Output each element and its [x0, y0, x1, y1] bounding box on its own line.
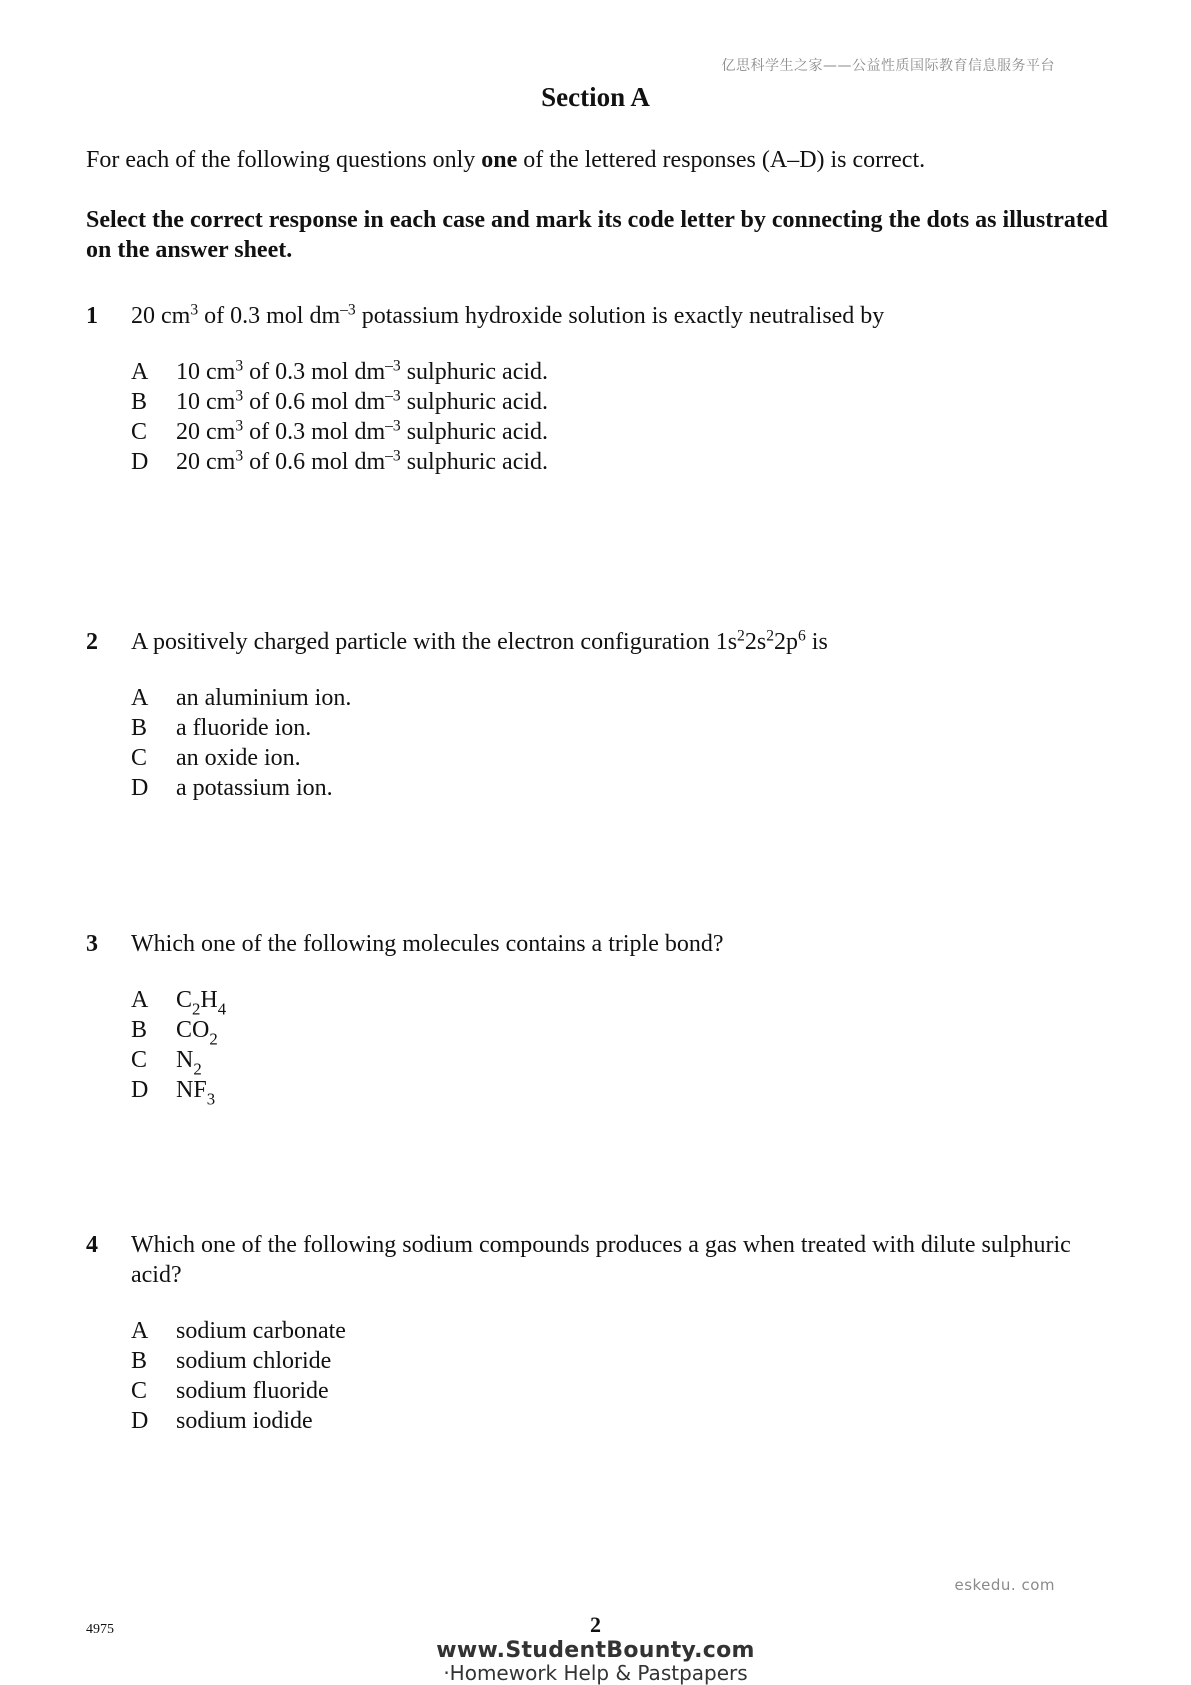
question-text: 20 $cm^3$ of 0.3 mol $dm^{-3}$ potassium hydroxide solution is exactly neutralised by	[131, 301, 885, 329]
option-b[interactable]: B sodium chloride	[131, 1348, 332, 1374]
option-c[interactable]: C sodium fluoride	[131, 1378, 329, 1404]
question-number: 4	[86, 1232, 98, 1258]
options-list	[131, 985, 831, 1109]
option-a[interactable]: A $C_2H_4$	[131, 987, 227, 1019]
logo-line-2: ·Homework Help & Pastpapers	[443, 1661, 748, 1685]
option-a[interactable]: A sodium carbonate	[131, 1318, 346, 1344]
option-c[interactable]: C $N_2$	[131, 1047, 202, 1079]
footer-watermark: eskedu. com	[954, 1576, 1055, 1594]
option-a[interactable]: A 10 $cm^3$ of 0.3 mol $dm^{-3}$ sulphuric acid.	[131, 357, 549, 385]
option-d[interactable]: D $NF_3$	[131, 1077, 216, 1109]
question-text: Which one of the following molecules contains a triple bond?	[131, 931, 724, 957]
question-text: Which one of the following sodium compounds produces a gas when treated with dilute sulphuric acid?	[131, 1232, 1071, 1288]
section-title: Section A	[541, 82, 650, 112]
option-d[interactable]: D 20 $cm^3$ of 0.6 mol $dm^{-3}$ sulphuric acid.	[131, 447, 549, 475]
instruction-line-1: For each of the following questions only one of the lettered responses (A–D) is correct.	[86, 147, 926, 173]
page-number: 2	[590, 1612, 601, 1637]
option-b[interactable]: B 10 $cm^3$ of 0.6 mol $dm^{-3}$ sulphuric acid.	[131, 387, 549, 415]
paper-code: 4975	[86, 1622, 114, 1637]
question-number: 3	[86, 931, 98, 957]
logo-line-1: www.StudentBounty.com	[436, 1638, 755, 1663]
options-list	[131, 357, 831, 477]
option-c[interactable]: C an oxide ion.	[131, 745, 301, 771]
studentbounty-logo	[0, 1640, 1191, 1684]
question-number: 1	[86, 303, 98, 329]
options-list	[131, 683, 831, 803]
option-d[interactable]: D sodium iodide	[131, 1408, 313, 1434]
option-b[interactable]: B $CO_2$	[131, 1017, 218, 1049]
option-b[interactable]: B a fluoride ion.	[131, 715, 312, 741]
instruction-line-2: Select the correct response in each case and mark its code letter by connecting the dots as illustrated on the answer sheet.	[86, 207, 1108, 263]
option-c[interactable]: C 20 $cm^3$ of 0.3 mol $dm^{-3}$ sulphuric acid.	[131, 417, 549, 445]
options-list	[131, 1316, 831, 1436]
question-text: A positively charged particle with the electron configuration $1s^22s^22p^6$ is	[131, 627, 828, 655]
header-watermark: 亿思科学生之家——公益性质国际教育信息服务平台	[721, 58, 1055, 74]
option-d[interactable]: D a potassium ion.	[131, 775, 333, 801]
question-number: 2	[86, 629, 98, 655]
option-a[interactable]: A an aluminium ion.	[131, 685, 352, 711]
